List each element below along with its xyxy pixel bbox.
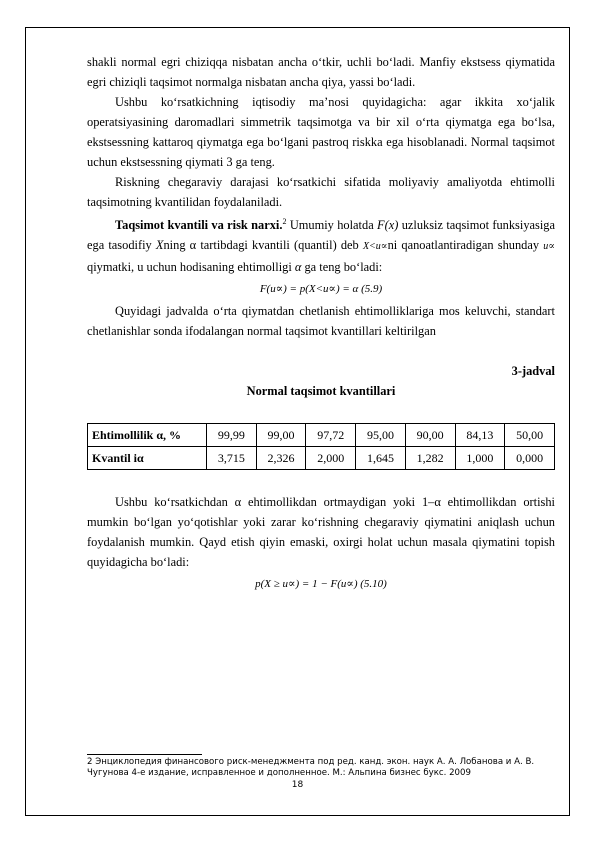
- math-fx: F(x): [377, 218, 399, 233]
- page-number: 18: [291, 780, 304, 790]
- text-run: uzluksiz taqsimot funksiyasiga ega tasodifiy: [87, 218, 555, 253]
- table-cell: 0,000: [505, 447, 555, 470]
- row-header: Kvantil iα: [88, 447, 207, 470]
- formula-5-10: p(X ≥ u∝) = 1 − F(u∝) (5.10): [255, 578, 387, 591]
- formula-5-9: F(u∝) = p(X<u∝) = α (5.9): [259, 283, 383, 296]
- page-content: [87, 52, 555, 596]
- table-cell: 2,000: [306, 447, 356, 470]
- text-run: Umumiy holatda: [286, 218, 378, 233]
- paragraph-5: Quyidagi jadvalda o‘rta qiymatdan chetlanish ehtimolliklariga mos keluvchi, standart chetlanishlar sonda ifodalangan normal taqsimot kvantillari keltirilgan: [87, 304, 555, 339]
- row-header: Ehtimollilik α, %: [88, 424, 207, 447]
- footnote-separator: [87, 754, 202, 755]
- table-cell: 84,13: [455, 424, 505, 447]
- table-cell: 99,00: [256, 424, 306, 447]
- table-cell: 1,645: [356, 447, 406, 470]
- paragraph-2: Ushbu ko‘rsatkichning iqtisodiy ma’nosi quyidagicha: agar ikkita xo‘jalik operatsiyasining daromadlari simmetrik taqsimotga va bir xil o‘rta qiymatga ega bo‘lsa, ekstsessning kattaroq qiymatga ega bo‘lgani pastroq riskka ega hisoblanadi. Normal taqsimot uchun ekstsessning qiymati 3 ga teng.: [87, 95, 555, 169]
- table-row: [88, 447, 555, 470]
- math-inline-2: u∝: [543, 241, 555, 253]
- quantile-table: [87, 423, 555, 470]
- table-cell: 90,00: [405, 424, 455, 447]
- paragraph-6: Ushbu ko‘rsatkichdan α ehtimollikdan ortmaydigan yoki 1–α ehtimollikdan ortishi mumkin bo‘lgan yo‘qotishlar yoki zarar ko‘rishning chegaraviy qiymatini aniqlash uchun foydalanish mumkin. Qayd etish qiyin emaski, oxirgi holat uchun masala qiymatini topish quyidagicha bo‘ladi:: [87, 495, 555, 570]
- table-number: 3-jadval: [511, 364, 555, 379]
- table-cell: 3,715: [207, 447, 257, 470]
- paragraph-3: Riskning chegaraviy darajasi ko‘rsatkichi sifatida moliyaviy amaliyotda ehtimolli taqsimotning kvantilidan foydalaniladi.: [87, 175, 555, 209]
- table-cell: 1,282: [405, 447, 455, 470]
- text-run: ga teng bo‘ladi:: [301, 260, 383, 275]
- footnote-ref: 2: [282, 217, 287, 226]
- table-cell: 2,326: [256, 447, 306, 470]
- math-alpha: α: [294, 260, 302, 275]
- table-cell: 95,00: [356, 424, 406, 447]
- section-heading: Taqsimot kvantili va risk narxi.: [115, 218, 283, 233]
- math-x: X: [155, 238, 164, 253]
- table-title: Normal taqsimot kvantillari: [246, 384, 396, 399]
- footnote: 2 Энциклопедия финансового риск-менеджмента под ред. канд. экон. наук А. А. Лобанова и А. В. Чугунова 4-е издание, исправленное и дополненное. М.: Альпина бизнес букс. 2009: [87, 757, 535, 778]
- table-cell: 1,000: [455, 447, 505, 470]
- text-run: ning α tartibdagi kvantili (quantil) deb: [163, 238, 363, 253]
- table-cell: 97,72: [306, 424, 356, 447]
- table-cell: 99,99: [207, 424, 257, 447]
- table-row: [88, 424, 555, 447]
- text-run: qiymatki, u uchun hodisaning ehtimolligi: [87, 260, 295, 275]
- math-inline-1: X<u∝: [362, 241, 388, 253]
- paragraph-1: shakli normal egri chiziqqa nisbatan ancha o‘tkir, uchli bo‘ladi. Manfiy ekstsess qiymatida egri chiziqli taqsimot normalga nisbatan ancha qiya, yassi bo‘ladi.: [87, 55, 555, 89]
- paragraph-4: [87, 212, 555, 277]
- text-run: ni qanoatlantiradigan shunday: [387, 238, 544, 253]
- table-cell: 50,00: [505, 424, 555, 447]
